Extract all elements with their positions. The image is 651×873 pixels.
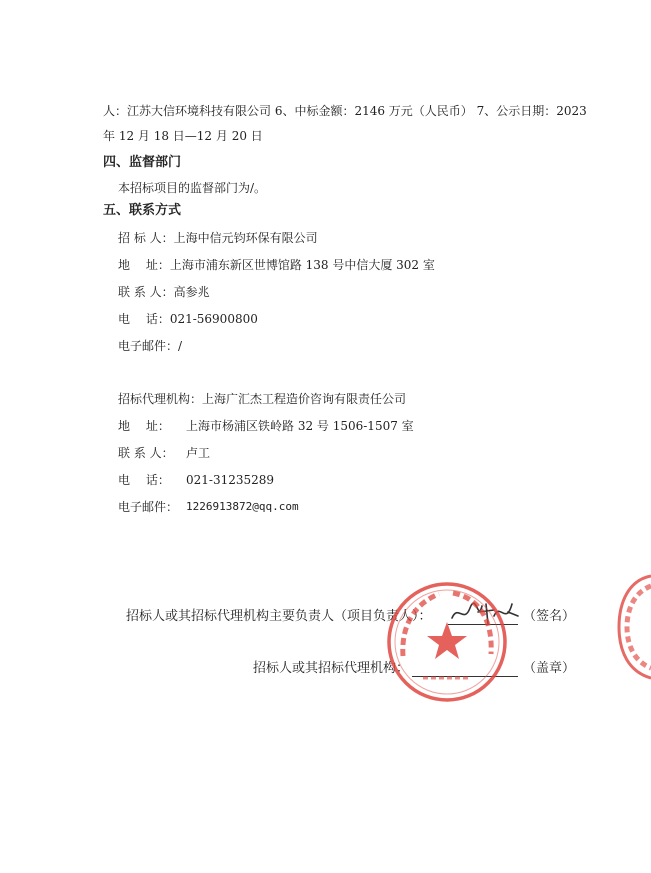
agency-email-label: 电子邮件： bbox=[118, 500, 179, 514]
tenderer-phone: 电 话：021-56900800 bbox=[118, 312, 258, 326]
agency-address-label: 地 址： bbox=[118, 419, 170, 433]
agency-email: 1226913872@qq.com bbox=[186, 500, 299, 513]
partial-seal-stamp bbox=[615, 572, 651, 682]
responsible-person-label: 招标人或其招标代理机构主要负责人（项目负责人）： bbox=[126, 609, 432, 624]
section-heading-contact: 五、联系方式 bbox=[103, 203, 182, 218]
agency-name: 招标代理机构：上海广汇杰工程造价咨询有限责任公司 bbox=[118, 392, 407, 406]
tenderer-address: 地 址：上海市浦东新区世博馆路 138 号中信大厦 302 室 bbox=[118, 258, 435, 272]
signature-suffix: （签名） bbox=[523, 609, 576, 624]
agency-phone: 021-31235289 bbox=[186, 473, 275, 487]
company-seal-stamp bbox=[383, 578, 511, 706]
award-info-line-1: 人：江苏大信环境科技有限公司 6、中标金额：2146 万元（人民币） 7、公示日期：2023 bbox=[103, 104, 587, 118]
award-info-line-2: 年 12 月 18 日—12 月 20 日 bbox=[103, 129, 263, 143]
tenderer-name: 招 标 人：上海中信元钧环保有限公司 bbox=[118, 231, 318, 245]
agency-phone-label: 电 话： bbox=[118, 473, 170, 487]
agency-address: 上海市杨浦区铁岭路 32 号 1506-1507 室 bbox=[186, 419, 414, 433]
agency-contact-label: 联 系 人： bbox=[118, 446, 174, 460]
tenderer-contact: 联 系 人：高参兆 bbox=[118, 285, 210, 299]
supervision-body: 本招标项目的监督部门为/。 bbox=[118, 181, 267, 195]
tenderer-email: 电子邮件：/ bbox=[118, 339, 183, 353]
organization-label: 招标人或其招标代理机构： bbox=[253, 661, 410, 676]
section-heading-supervision: 四、监督部门 bbox=[103, 155, 182, 170]
agency-contact: 卢工 bbox=[186, 446, 211, 460]
seal-suffix: （盖章） bbox=[523, 661, 576, 676]
